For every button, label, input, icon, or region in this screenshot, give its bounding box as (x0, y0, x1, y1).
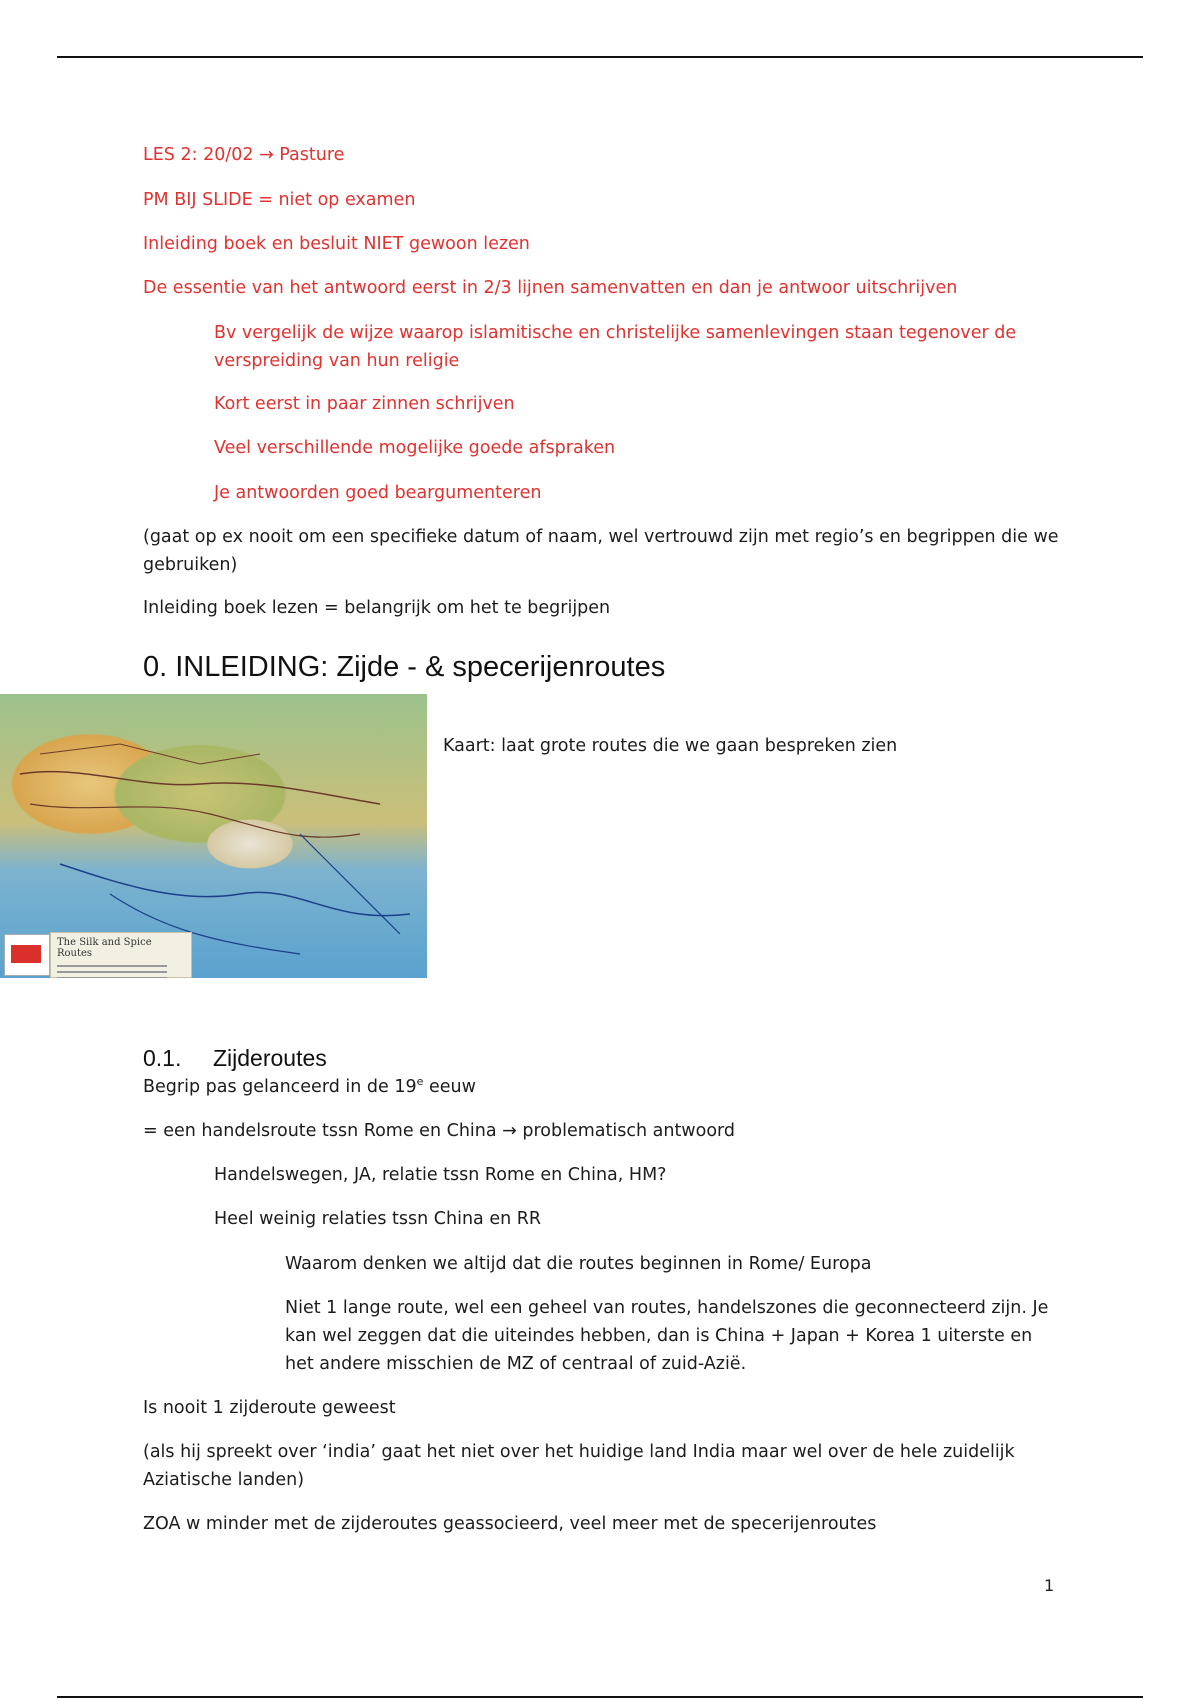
note-line-indented-2: Niet 1 lange route, wel een geheel van routes, handelszones die geconnecteerd zijn. Je kan wel zeggen dat die uiteindes hebben, dan is China + Japan + Korea 1 uiterste en het andere misschien de MZ of centraal of zuid-Azië. (285, 1298, 1049, 1374)
note-line-indented: Bv vergelijk de wijze waarop islamitische en christelijke samenlevingen staan tegenover de verspreiding van hun religie (214, 323, 1017, 371)
intro-superscript: e (416, 1075, 424, 1089)
intro-text: Begrip pas gelanceerd in de 19 (143, 1077, 417, 1097)
subsection-title: Zijderoutes (213, 1045, 327, 1071)
note-line: LES 2: 20/02 → Pasture (143, 145, 345, 165)
intro-line (143, 1073, 1063, 1101)
intro-text-end: eeuw (423, 1077, 476, 1097)
section-heading: 0. INLEIDING: Zijde - & specerijenroutes (143, 651, 666, 683)
page-number: 1 (1044, 1576, 1055, 1595)
note-line-indented: Handelswegen, JA, relatie tssn Rome en China, HM? (214, 1165, 667, 1185)
note-line: Inleiding boek lezen = belangrijk om het te begrijpen (143, 598, 611, 618)
note-line-indented-2: Waarom denken we altijd dat die routes beginnen in Rome/ Europa (285, 1254, 872, 1274)
map-legend (50, 932, 192, 978)
note-line: Inleiding boek en besluit NIET gewoon lezen (143, 234, 530, 254)
header-rule (57, 56, 1143, 58)
note-line-indented: Veel verschillende mogelijke goede afspraken (214, 438, 616, 458)
legend-lines-icon (57, 965, 167, 967)
note-line-indented: Kort eerst in paar zinnen schrijven (214, 394, 515, 414)
note-line: (gaat op ex nooit om een specifieke datum of naam, wel vertrouwd zijn met regio’s en begrippen die we gebruiken) (143, 527, 1059, 575)
subsection-heading (143, 1042, 327, 1074)
map-note: Kaart: laat grote routes die we gaan bespreken zien (443, 736, 898, 756)
map-caption: The Silk and Spice Routes (57, 937, 152, 959)
map-inset-icon (4, 934, 50, 976)
silk-spice-routes-map (0, 694, 427, 978)
note-line: De essentie van het antwoord eerst in 2/3 lijnen samenvatten en dan je antwoor uitschrijven (143, 278, 958, 298)
note-line-indented: Heel weinig relaties tssn China en RR (214, 1209, 542, 1229)
note-line: PM BIJ SLIDE = niet op examen (143, 190, 416, 210)
note-line-indented: Je antwoorden goed beargumenteren (214, 483, 542, 503)
note-line: ZOA w minder met de zijderoutes geassocieerd, veel meer met de specerijenroutes (143, 1514, 877, 1534)
note-line: (als hij spreekt over ‘india’ gaat het niet over het huidige land India maar wel over de hele zuidelijk Aziatische landen) (143, 1442, 1015, 1490)
note-line: = een handelsroute tssn Rome en China → problematisch antwoord (143, 1121, 736, 1141)
footer-rule (57, 1696, 1143, 1698)
subsection-number: 0.1. (143, 1045, 182, 1071)
note-line: Is nooit 1 zijderoute geweest (143, 1398, 396, 1418)
